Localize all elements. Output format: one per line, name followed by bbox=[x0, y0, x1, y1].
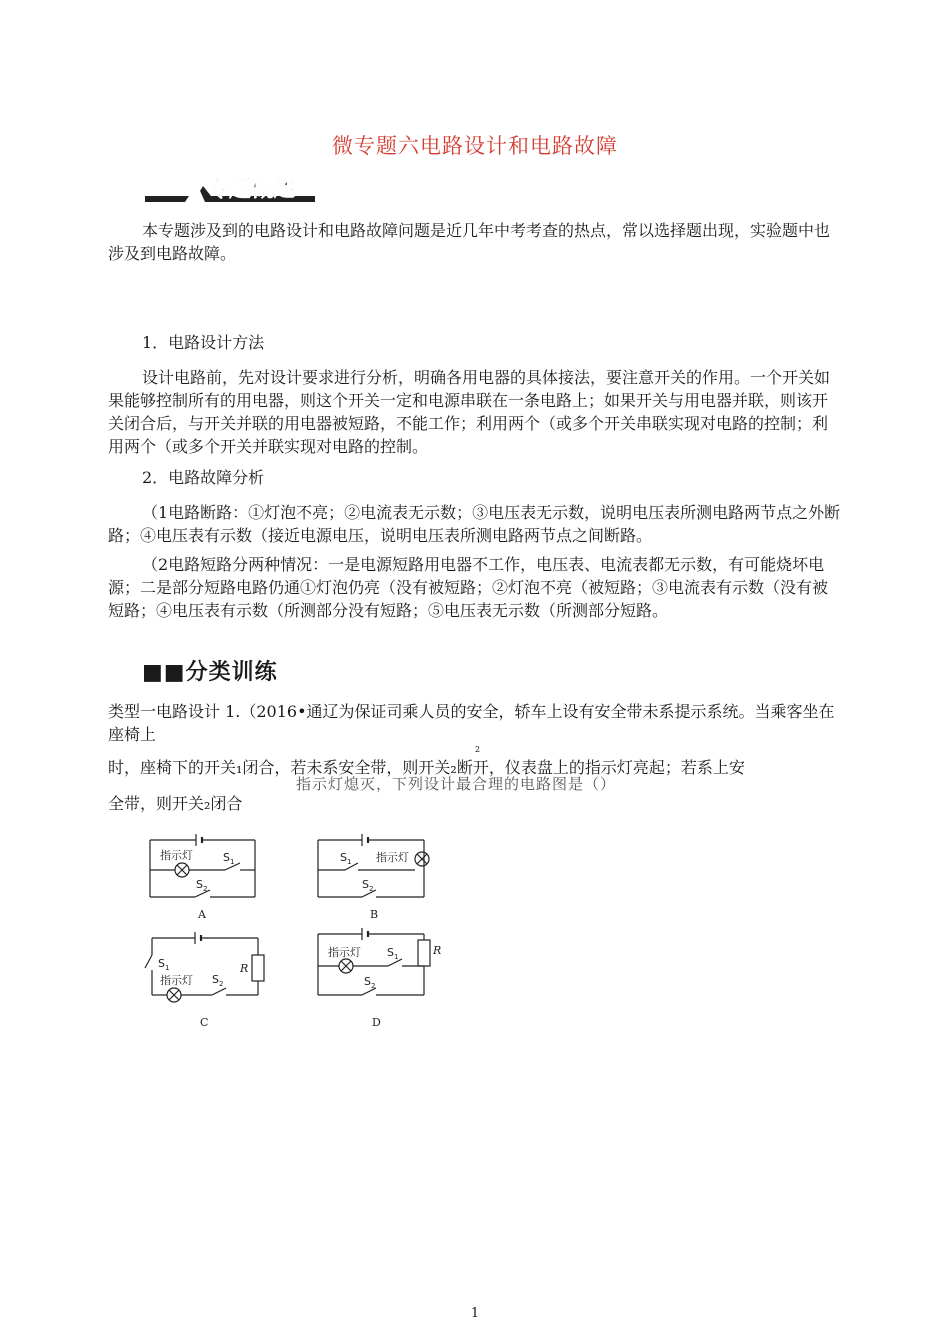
option-d-label: D bbox=[372, 1016, 381, 1029]
circuit-d-lamp-label: 指示灯 bbox=[328, 946, 361, 959]
circuit-b-s1: $S_1$ bbox=[340, 851, 352, 866]
circuit-c-s2: $S_2$ bbox=[212, 973, 224, 988]
section2-paragraph-1: （1电路断路：①灯泡不亮；②电流表无示数；③电压表无示数，说明电压表所测电路两节点之外断路；④电压表有示数（接近电源电压，说明电压表所测电路两节点之间断路。 bbox=[108, 503, 841, 545]
section2-heading: 2．电路故障分析 bbox=[142, 468, 265, 487]
question-line-3: 全带，则开关₂闭合 bbox=[108, 794, 243, 813]
circuit-d-s1: $S_1$ bbox=[387, 946, 399, 961]
circuit-c-s1: $S_1$ bbox=[158, 957, 170, 972]
option-c-label: C bbox=[200, 1016, 209, 1029]
circuit-c bbox=[145, 932, 264, 1029]
circuit-a bbox=[150, 834, 255, 921]
section1-heading: 1．电路设计方法 bbox=[142, 333, 265, 352]
option-b-label: B bbox=[370, 908, 379, 921]
circuit-a-s1: $S_1$ bbox=[223, 851, 235, 866]
circuit-a-lamp-label: 指示灯 bbox=[160, 849, 193, 862]
section2-paragraph-2: （2电路短路分两种情况：一是电源短路用电器不工作，电压表、电流表都无示数，有可能烧坏电源；二是部分短路电路仍通①灯泡仍亮（没有被短路；②灯泡不亮（被短路；③电流表有示数（没有被短路；④电压表有示数（所测部分没有短路；⑤电压表无示数（所测部分短路。 bbox=[108, 555, 829, 620]
question-superscript: 2 bbox=[475, 745, 481, 754]
circuit-b bbox=[318, 834, 429, 921]
circuit-d-s2: $S_2$ bbox=[364, 975, 376, 990]
circuit-options bbox=[140, 830, 460, 1035]
circuit-c-r-label: R bbox=[240, 962, 249, 975]
banner-label: 专题概述 bbox=[207, 177, 296, 202]
circuit-c-lamp-label: 指示灯 bbox=[160, 974, 193, 987]
circuit-d-r-label: R bbox=[433, 944, 442, 957]
circuit-b-lamp-label: 指示灯 bbox=[376, 851, 409, 864]
overview-paragraph: 本专题涉及到的电路设计和电路故障问题是近几年中考考查的热点，常以选择题出现，实验题中也涉及到电路故障。 bbox=[108, 221, 831, 263]
question-line-1: 类型一电路设计 1.（2016•通辽为保证司乘人员的安全，轿车上设有安全带未系提示系统。当乘客坐在座椅上 bbox=[108, 702, 835, 744]
circuit-d bbox=[318, 928, 441, 1029]
classification-heading: ■■分类训练 bbox=[142, 660, 278, 685]
circuit-b-s2: $S_2$ bbox=[362, 878, 374, 893]
circuit-a-s2: $S_2$ bbox=[196, 878, 208, 893]
page-number: 1 bbox=[470, 1306, 480, 1321]
option-a-label: A bbox=[198, 908, 206, 921]
question-line-2: 时，座椅下的开关₁闭合，若未系安全带，则开关₂断开，仪表盘上的指示灯亮起；若系上安 bbox=[108, 758, 745, 777]
question-overlap-text: 指示灯熄灭，下列设计最合理的电路图是（） bbox=[296, 775, 617, 793]
section1-body: 设计电路前，先对设计要求进行分析，明确各用电器的具体接法，要注意开关的作用。一个开关如果能够控制所有的用电器，则这个开关一定和电源串联在一条电路上；如果开关与用电器并联，则该开关闭合后，与开关并联的用电器被短路，不能工作；利用两个（或多个开关串联实现对电路的控制；利用两个（或多个开关并联实现对电路的控制。 bbox=[108, 368, 831, 456]
overview-banner bbox=[145, 172, 315, 208]
page-title: 微专题六电路设计和电路故障 bbox=[332, 134, 618, 158]
